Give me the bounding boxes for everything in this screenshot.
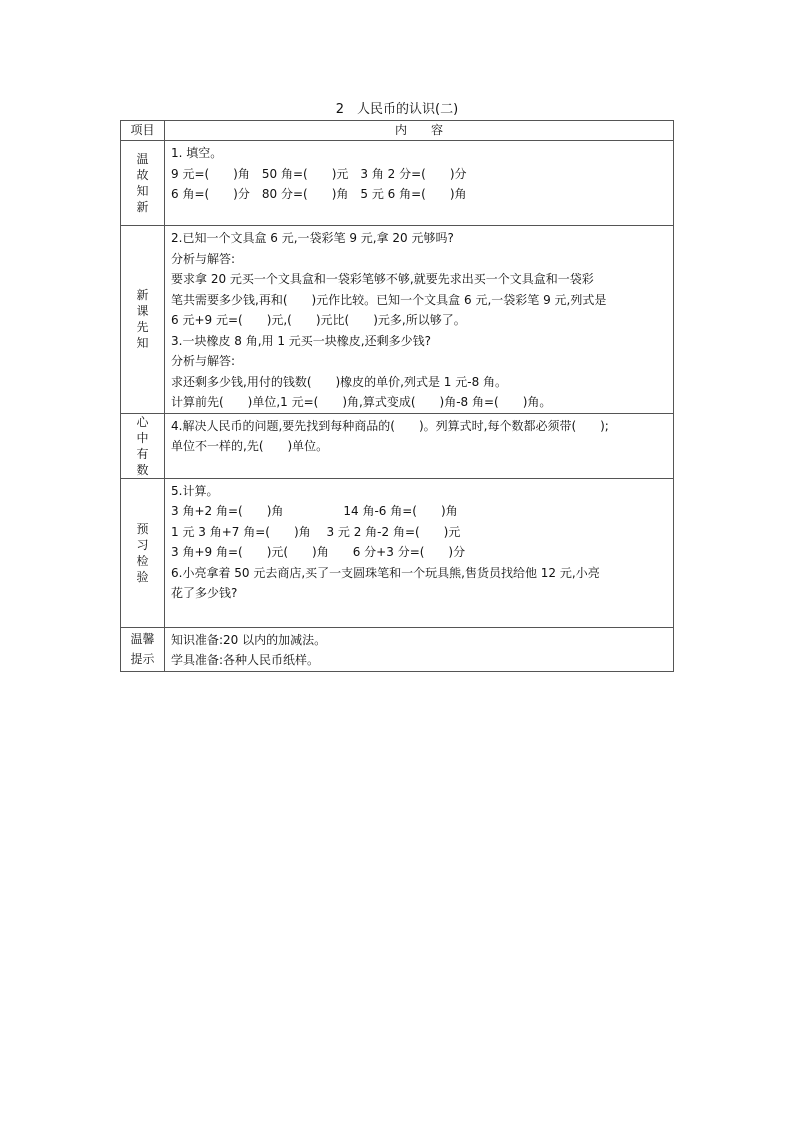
content-line: 3 角+2 角=( )角 14 角-6 角=( )角 [171,504,458,518]
content-line: 分析与解答: [171,354,236,368]
content-line: 要求拿 20 元买一个文具盒和一袋彩笔够不够,就要先求出买一个文具盒和一袋彩 [171,272,594,286]
content-line: 笔共需要多少钱,再和( )元作比较。已知一个文具盒 6 元,一袋彩笔 9 元,列式是 [171,292,607,307]
content-line: 2.已知一个文具盒 6 元,一袋彩笔 9 元,拿 20 元够吗? [171,231,454,245]
row-label: 温馨 [130,632,155,646]
content-line: 9 元=( )角 50 角=( )元 3 角 2 分=( )分 [171,166,467,181]
row-label: 新课先知 [136,288,149,351]
row-label: 提示 [130,652,155,666]
table-row-tips [121,627,674,671]
content-line: 花了多少钱? [171,586,238,600]
row-label-cell [121,226,165,414]
content-line: 求还剩多少钱,用付的钱数( )橡皮的单价,列式是 1 元-8 角。 [171,374,508,389]
row-label: 温故知新 [136,152,149,214]
content-line: 1 元 3 角+7 角=( )角 3 元 2 角-2 角=( )元 [171,524,461,539]
row-label: 预习检验 [136,521,149,584]
header-content: 内 容 [165,121,674,141]
content-line: 计算前先( )单位,1 元=( )角,算式变成( )角-8 角=( )角。 [171,395,552,409]
page-title: 2 人民币的认识(二) [335,102,459,117]
table-row-key-points [121,413,674,478]
content-line: 6.小亮拿着 50 元去商店,买了一支圆珠笔和一个玩具熊,售货员找给他 12 元,小亮 [171,565,600,580]
header-item: 项目 [121,121,165,141]
lesson-table [120,120,674,672]
table-header [121,121,674,141]
row-label-cell [121,413,165,478]
content-line: 单位不一样的,先( )单位。 [171,439,329,453]
content-line: 3.一块橡皮 8 角,用 1 元买一块橡皮,还剩多少钱? [171,333,431,348]
table-row-preview-check [121,478,674,627]
content-line: 6 元+9 元=( )元,( )元比( )元多,所以够了。 [171,313,466,327]
row-label: 心中有数 [136,414,149,477]
content-line: 5.计算。 [171,483,219,498]
row-content-cell [165,141,674,226]
content-line: 知识准备:20 以内的加减法。 [171,632,327,647]
row-content-cell [165,478,674,627]
content-line: 1. 填空。 [171,146,223,160]
row-label-cell [121,141,165,226]
row-label-cell [121,627,165,671]
table-row-review [121,141,674,226]
row-label-cell [121,478,165,627]
content-line: 分析与解答: [171,251,236,266]
row-content-cell [165,226,674,414]
content-line: 4.解决人民币的问题,要先找到每种商品的( )。列算式时,每个数都必须带( ); [171,418,609,433]
row-content-cell [165,627,674,671]
content-line: 6 角=( )分 80 分=( )角 5 元 6 角=( )角 [171,187,467,201]
table-row-new-lesson [121,226,674,414]
row-content-cell [165,413,674,478]
content-line: 学具准备:各种人民币纸样。 [171,653,320,667]
content-line: 3 角+9 角=( )元( )角 6 分+3 分=( )分 [171,545,466,559]
